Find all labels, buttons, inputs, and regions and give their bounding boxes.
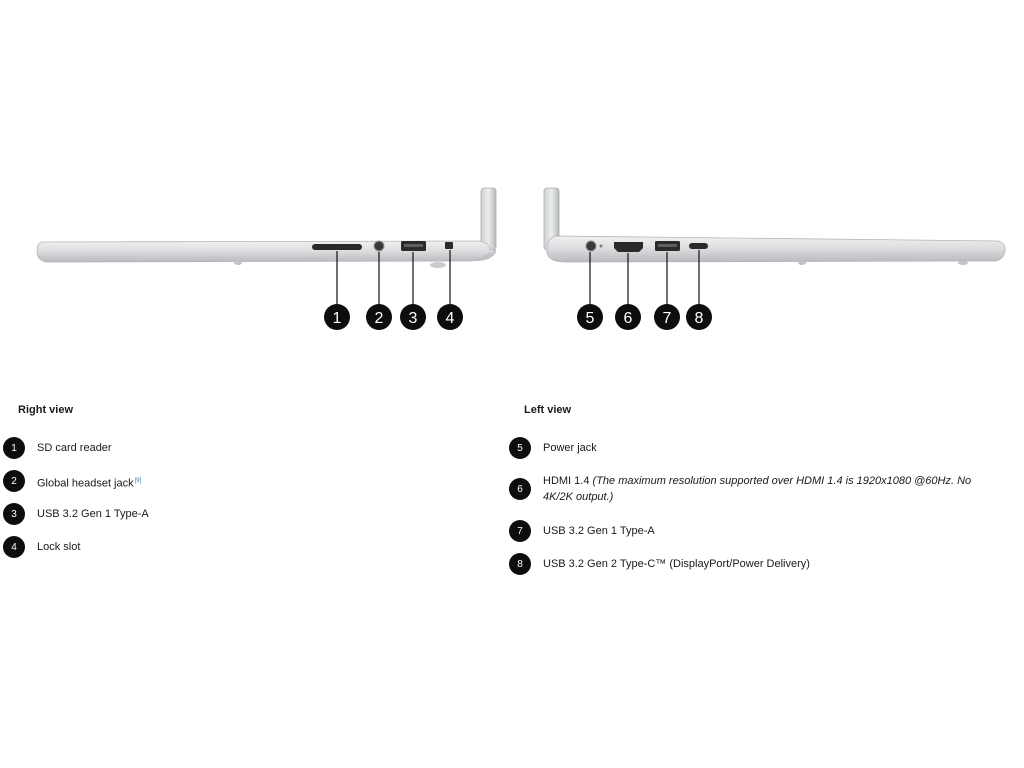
callout-number: 3	[408, 310, 418, 327]
callout-number: 8	[694, 310, 704, 327]
lock-slot	[445, 242, 453, 249]
legend-badge: 6	[509, 478, 531, 500]
legend-label: SD card reader	[37, 442, 112, 454]
left-view-title: Left view	[524, 404, 572, 416]
legend-badge: 1	[3, 437, 25, 459]
legend-label: Power jack	[543, 442, 597, 454]
callout-5	[577, 304, 603, 330]
legend-item-usb-a-left	[509, 520, 655, 542]
left-foot	[798, 261, 806, 265]
legend-item-lock-slot	[3, 536, 80, 558]
callout-number: 2	[374, 310, 384, 327]
callout-6	[615, 304, 641, 330]
right-foot	[430, 262, 446, 268]
left-foot	[958, 261, 968, 265]
callout-2	[366, 304, 392, 330]
sd-card-slot	[312, 244, 362, 250]
callout-number: 5	[585, 310, 595, 327]
legend-item-headset-jack	[3, 470, 141, 492]
legend-badge: 2	[3, 470, 25, 492]
legend-label-wrap	[37, 473, 141, 492]
footnote-link[interactable]: [9]	[134, 478, 142, 484]
callout-1	[324, 304, 350, 330]
legend-label: HDMI 1.4	[543, 475, 590, 487]
callout-8	[686, 304, 712, 330]
callout-number: 7	[662, 310, 672, 327]
legend-badge: 5	[509, 437, 531, 459]
laptop-ports-diagram	[0, 0, 1024, 360]
legend-note: (The maximum resolution supported over HDMI 1.4 is 1920x1080 @60Hz. No 4K/2K output.)	[543, 475, 972, 503]
callout-7	[654, 304, 680, 330]
power-jack	[586, 241, 596, 251]
callout-number: 1	[332, 310, 342, 327]
right-view-title: Right view	[18, 404, 74, 416]
usb-a-port-right-tongue	[404, 244, 423, 247]
legend-badge: 3	[3, 503, 25, 525]
right-side-laptop	[37, 188, 496, 306]
legend-label: USB 3.2 Gen 1 Type-A	[37, 508, 149, 520]
power-led	[600, 245, 603, 248]
usb-a-port-left-tongue	[658, 244, 677, 247]
legend-label-wrap	[543, 473, 1003, 505]
legend-item-usb-c	[509, 553, 810, 575]
callout-3	[400, 304, 426, 330]
legend-badge: 8	[509, 553, 531, 575]
legend-label: Lock slot	[37, 541, 81, 553]
callout-number: 4	[445, 310, 455, 327]
legend-label: USB 3.2 Gen 1 Type-A	[543, 525, 655, 537]
legend-item-power-jack	[509, 437, 597, 459]
legend-item-sd-card-reader	[3, 437, 112, 459]
legend-item-usb-a-right	[3, 503, 149, 525]
headset-jack	[374, 241, 384, 251]
legend-item-hdmi	[509, 475, 1003, 505]
left-side-laptop	[544, 188, 1005, 306]
callout-4	[437, 304, 463, 330]
legend-badge: 4	[3, 536, 25, 558]
legend-badge: 7	[509, 520, 531, 542]
right-foot	[234, 261, 242, 265]
legend-label: USB 3.2 Gen 2 Type-C™ (DisplayPort/Power Delivery)	[543, 558, 810, 570]
hdmi-port	[614, 242, 643, 252]
right-lid	[481, 188, 496, 250]
usb-c-port	[689, 243, 708, 249]
callout-number: 6	[623, 310, 633, 327]
legend-label: Global headset jack	[37, 477, 134, 490]
